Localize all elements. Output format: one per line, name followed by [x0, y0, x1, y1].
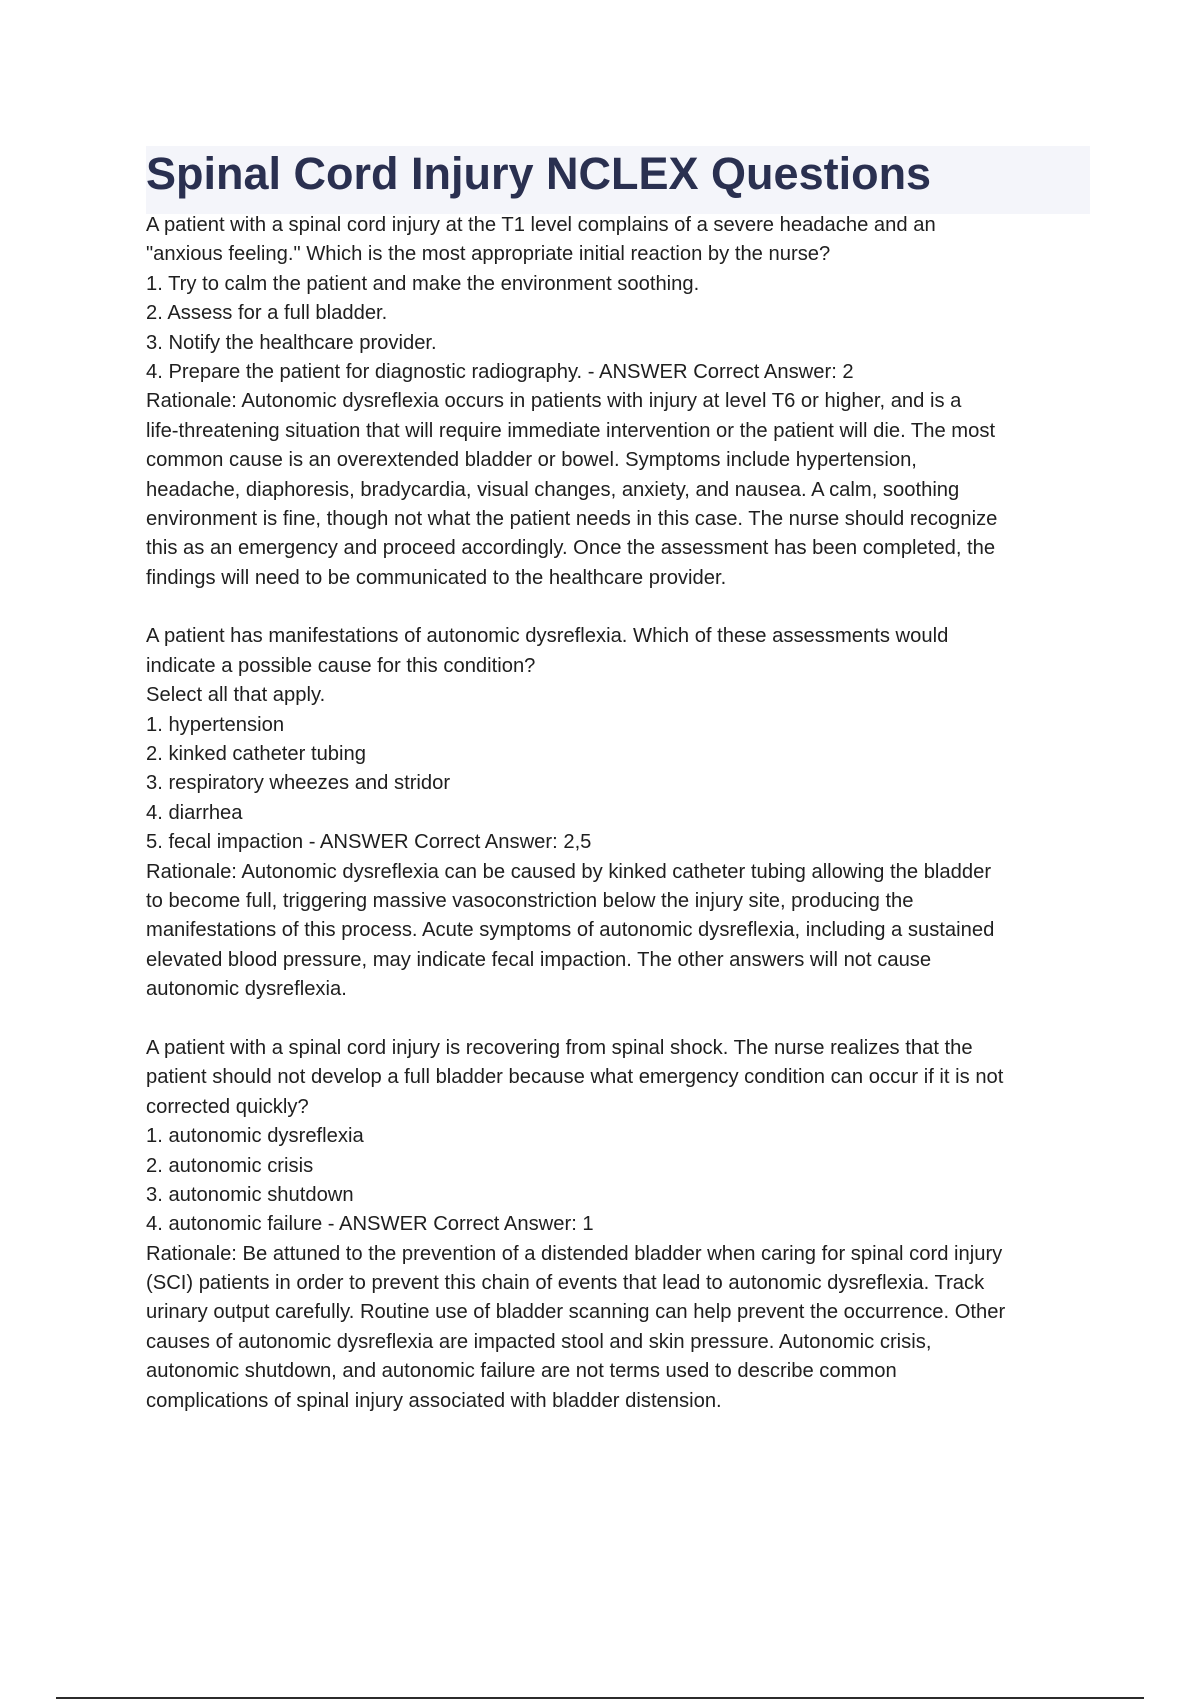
question-1-rationale-line-7: findings will need to be communicated to the healthcare provider. — [146, 566, 727, 589]
question-2-option-4: 4. diarrhea — [146, 801, 243, 824]
question-2-rationale-line-5: autonomic dysreflexia. — [146, 978, 347, 1001]
paragraph-gap — [146, 1005, 1096, 1034]
question-3-rationale-line-4: causes of autonomic dysreflexia are impacted stool and skin pressure. Autonomic crisis, — [146, 1330, 932, 1353]
question-1-rationale-line-3: common cause is an overextended bladder or bowel. Symptoms include hypertension, — [146, 449, 917, 472]
question-block-3 — [146, 1034, 1096, 1416]
question-2-option-1: 1. hypertension — [146, 713, 285, 736]
question-block-1 — [146, 211, 1096, 593]
paragraph-gap — [146, 593, 1096, 622]
question-2-stem-line-2: indicate a possible cause for this condition? — [146, 654, 536, 677]
question-1-rationale-line-5: environment is fine, though not what the patient needs in this case. The nurse should recognize — [146, 507, 998, 530]
question-2-stem-line-1: A patient has manifestations of autonomic dysreflexia. Which of these assessments would — [146, 625, 949, 648]
question-3-option-3: 3. autonomic shutdown — [146, 1183, 354, 1206]
question-2-rationale-line-3: manifestations of this process. Acute symptoms of autonomic dysreflexia, including a sustained — [146, 919, 995, 942]
question-1-stem-line-1: A patient with a spinal cord injury at the T1 level complains of a severe headache and an — [146, 214, 936, 236]
question-1-option-2: 2. Assess for a full bladder. — [146, 302, 388, 325]
question-2-rationale-line-4: elevated blood pressure, may indicate fecal impaction. The other answers will not cause — [146, 948, 932, 971]
document-body — [146, 211, 1096, 1416]
question-1-option-4-answer: 4. Prepare the patient for diagnostic radiography. - ANSWER Correct Answer: 2 — [146, 360, 854, 383]
question-1-option-1: 1. Try to calm the patient and make the environment soothing. — [146, 272, 700, 295]
question-2-option-3: 3. respiratory wheezes and stridor — [146, 772, 451, 795]
question-2-rationale-line-1: Rationale: Autonomic dysreflexia can be caused by kinked catheter tubing allowing the bladder — [146, 860, 992, 883]
question-3-stem-line-3: corrected quickly? — [146, 1095, 309, 1118]
question-3-option-2: 2. autonomic crisis — [146, 1154, 314, 1177]
question-3-rationale-line-2: (SCI) patients in order to prevent this chain of events that lead to autonomic dysreflexia. Track — [146, 1272, 985, 1295]
question-1-rationale-line-2: life-threatening situation that will require immediate intervention or the patient will die. The most — [146, 419, 996, 442]
question-3-stem-line-2: patient should not develop a full bladder because what emergency condition can occur if it is not — [146, 1066, 1004, 1089]
page-title: Spinal Cord Injury NCLEX Questions — [146, 148, 932, 199]
question-3-stem-line-1: A patient with a spinal cord injury is recovering from spinal shock. The nurse realizes that the — [146, 1036, 973, 1059]
question-1-rationale-line-4: headache, diaphoresis, bradycardia, visual changes, anxiety, and nausea. A calm, soothing — [146, 478, 960, 501]
question-3-rationale-line-6: complications of spinal injury associated with bladder distension. — [146, 1389, 722, 1412]
question-2-option-2: 2. kinked catheter tubing — [146, 743, 366, 766]
page-bottom-rule — [56, 1697, 1144, 1699]
question-3-option-4-answer: 4. autonomic failure - ANSWER Correct Answer: 1 — [146, 1213, 594, 1236]
question-1-stem-line-2: "anxious feeling." Which is the most appropriate initial reaction by the nurse? — [146, 243, 831, 266]
question-3-rationale-line-1: Rationale: Be attuned to the prevention of a distended bladder when caring for spinal cord injury — [146, 1242, 1003, 1265]
question-3-rationale-line-5: autonomic shutdown, and autonomic failure are not terms used to describe common — [146, 1360, 897, 1383]
question-2-option-5-answer: 5. fecal impaction - ANSWER Correct Answer: 2,5 — [146, 831, 592, 854]
question-1-option-3: 3. Notify the healthcare provider. — [146, 331, 437, 354]
question-2-instruction: Select all that apply. — [146, 684, 326, 707]
question-block-2 — [146, 622, 1096, 1004]
question-3-rationale-line-3: urinary output carefully. Routine use of bladder scanning can help prevent the occurrence. Other — [146, 1301, 1006, 1324]
question-3-option-1: 1. autonomic dysreflexia — [146, 1125, 364, 1148]
question-1-rationale-line-6: this as an emergency and proceed accordingly. Once the assessment has been completed, the — [146, 537, 996, 560]
question-2-rationale-line-2: to become full, triggering massive vasoconstriction below the injury site, producing the — [146, 889, 914, 912]
question-1-rationale-line-1: Rationale: Autonomic dysreflexia occurs in patients with injury at level T6 or higher, and is a — [146, 390, 962, 413]
